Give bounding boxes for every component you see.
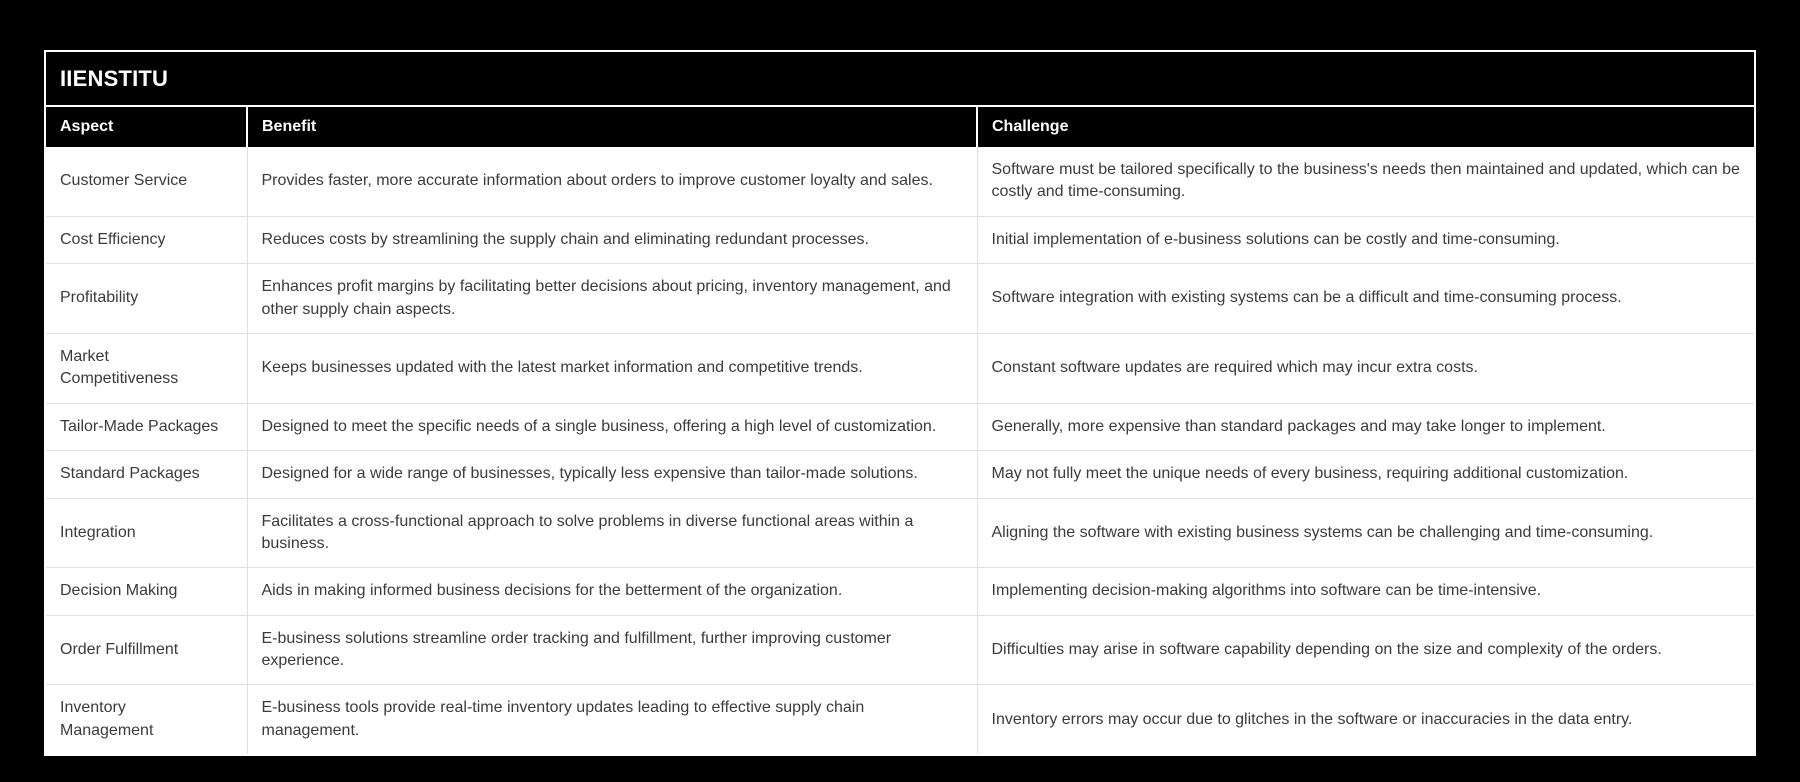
comparison-table-frame xyxy=(44,50,1756,756)
table-row xyxy=(46,333,1754,403)
table-cell-aspect: Order Fulfillment xyxy=(46,615,247,685)
table-cell-benefit: Reduces costs by streamlining the supply chain and eliminating redundant processes. xyxy=(247,216,977,263)
table-cell-challenge: Software integration with existing systems can be a difficult and time-consuming process. xyxy=(977,264,1754,334)
table-header xyxy=(46,107,1754,147)
table-cell-benefit: Designed for a wide range of businesses, typically less expensive than tailor-made solutions. xyxy=(247,451,977,498)
table-cell-benefit: Keeps businesses updated with the latest market information and competitive trends. xyxy=(247,333,977,403)
table-cell-benefit: Facilitates a cross-functional approach to solve problems in diverse functional areas within a business. xyxy=(247,498,977,568)
table-cell-benefit: E-business tools provide real-time inventory updates leading to effective supply chain management. xyxy=(247,685,977,754)
table-cell-challenge: Inventory errors may occur due to glitches in the software or inaccuracies in the data entry. xyxy=(977,685,1754,754)
table-cell-challenge: May not fully meet the unique needs of every business, requiring additional customization. xyxy=(977,451,1754,498)
table-cell-aspect: Profitability xyxy=(46,264,247,334)
table-row xyxy=(46,147,1754,216)
table-row xyxy=(46,498,1754,568)
table-cell-benefit: Provides faster, more accurate information about orders to improve customer loyalty and sales. xyxy=(247,147,977,216)
table-cell-aspect: Tailor-Made Packages xyxy=(46,403,247,450)
table-cell-aspect: Cost Efficiency xyxy=(46,216,247,263)
table-cell-benefit: Designed to meet the specific needs of a single business, offering a high level of customization. xyxy=(247,403,977,450)
table-row xyxy=(46,451,1754,498)
table-cell-aspect: Market Competitiveness xyxy=(46,333,247,403)
comparison-table xyxy=(46,107,1754,754)
page-title: IIENSTITU xyxy=(46,52,1754,107)
table-row xyxy=(46,264,1754,334)
table-row xyxy=(46,685,1754,754)
table-cell-aspect: Customer Service xyxy=(46,147,247,216)
table-cell-aspect: Integration xyxy=(46,498,247,568)
table-cell-challenge: Constant software updates are required which may incur extra costs. xyxy=(977,333,1754,403)
table-header-row xyxy=(46,107,1754,147)
table-cell-challenge: Initial implementation of e-business solutions can be costly and time-consuming. xyxy=(977,216,1754,263)
table-cell-challenge: Software must be tailored specifically to the business's needs then maintained and updated, which can be costly and time-consuming. xyxy=(977,147,1754,216)
table-cell-benefit: E-business solutions streamline order tracking and fulfillment, further improving customer experience. xyxy=(247,615,977,685)
table-cell-aspect: Standard Packages xyxy=(46,451,247,498)
table-cell-challenge: Implementing decision-making algorithms into software can be time-intensive. xyxy=(977,568,1754,615)
table-row xyxy=(46,568,1754,615)
column-header-challenge: Challenge xyxy=(977,107,1754,147)
table-cell-challenge: Aligning the software with existing business systems can be challenging and time-consuming. xyxy=(977,498,1754,568)
table-body xyxy=(46,147,1754,754)
table-row xyxy=(46,403,1754,450)
table-cell-challenge: Difficulties may arise in software capability depending on the size and complexity of the orders. xyxy=(977,615,1754,685)
column-header-aspect: Aspect xyxy=(46,107,247,147)
table-cell-challenge: Generally, more expensive than standard packages and may take longer to implement. xyxy=(977,403,1754,450)
table-row xyxy=(46,615,1754,685)
table-cell-aspect: Inventory Management xyxy=(46,685,247,754)
table-cell-benefit: Aids in making informed business decisions for the betterment of the organization. xyxy=(247,568,977,615)
table-cell-benefit: Enhances profit margins by facilitating better decisions about pricing, inventory management, and other supply chain aspects. xyxy=(247,264,977,334)
table-cell-aspect: Decision Making xyxy=(46,568,247,615)
table-row xyxy=(46,216,1754,263)
column-header-benefit: Benefit xyxy=(247,107,977,147)
